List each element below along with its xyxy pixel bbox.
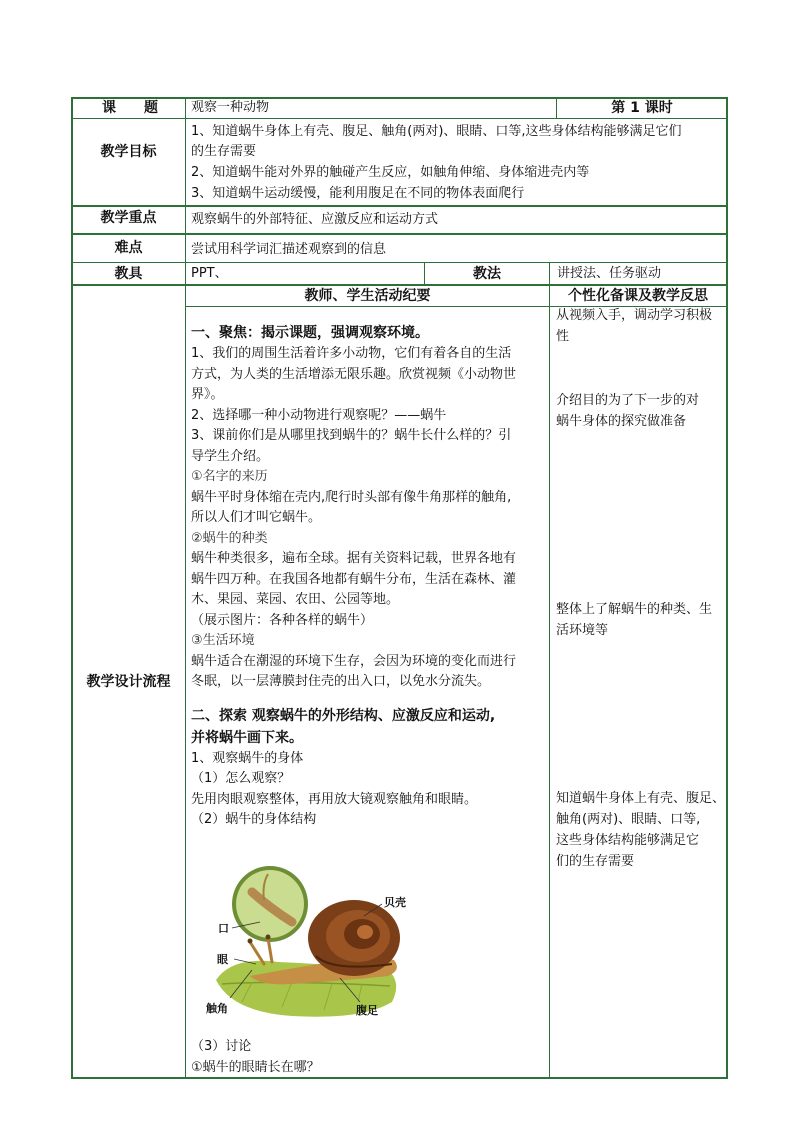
activity-line: 蜗牛适合在潮湿的环境下生存，会因为环境的变化而进行 bbox=[191, 653, 517, 669]
activity-line: 1、观察蜗牛的身体 bbox=[191, 750, 304, 766]
activity-line: ①名字的来历 bbox=[191, 469, 268, 484]
activity-line: （1）怎么观察？ bbox=[191, 771, 291, 786]
reflection-note-line: 从视频入手，调动学习积极 bbox=[556, 308, 713, 323]
snail-body-structure-figure bbox=[212, 852, 432, 1024]
method-value: 讲授法、任务驱动 bbox=[557, 266, 662, 281]
activity-line: 2、选择哪一种小动物进行观察呢？——蜗牛 bbox=[191, 407, 447, 423]
activity-line: 木、果园、菜园、农田、公园等地。 bbox=[191, 592, 400, 607]
label-tentacle: 触角 bbox=[206, 1002, 228, 1015]
reflection-column-header: 个性化备课及教学反思 bbox=[568, 288, 708, 304]
tools-value: PPT、 bbox=[191, 266, 228, 281]
reflection-note-line: 整体上了解蜗牛的种类、生 bbox=[556, 602, 713, 617]
reflection-note bbox=[556, 390, 699, 432]
activity-line bbox=[191, 310, 547, 322]
activity-line: 1、我们的周围生活着许多小动物，它们有着各自的生活 bbox=[191, 346, 512, 361]
course-title: 观察一种动物 bbox=[191, 100, 270, 115]
goal-line: 3、知道蜗牛运动缓慢，能利用腹足在不同的物体表面爬行 bbox=[191, 186, 525, 201]
activity-line bbox=[191, 693, 547, 705]
label-foot: 腹足 bbox=[356, 1004, 378, 1017]
reflection-note-line: 活环境等 bbox=[556, 623, 609, 638]
difficulty-value: 尝试用科学词汇描述观察到的信息 bbox=[191, 242, 387, 257]
section-heading: 并将蜗牛画下来。 bbox=[191, 729, 303, 746]
label-mouth: 口 bbox=[218, 922, 229, 935]
activity-line: 所以人们才叫它蜗牛。 bbox=[191, 510, 322, 525]
activity-line: ③生活环境 bbox=[191, 633, 255, 648]
reflection-note bbox=[556, 305, 712, 347]
process-label: 教学设计流程 bbox=[86, 674, 171, 690]
activity-line: 蜗牛四万种。在我国各地都有蜗牛分布，生活在森林、灌 bbox=[191, 571, 517, 587]
section-heading: 一、聚焦：揭示课题，强调观察环境。 bbox=[191, 325, 429, 341]
difficulty-label: 难点 bbox=[114, 240, 143, 256]
goals-label: 教学目标 bbox=[100, 144, 157, 160]
activity-line: （展示图片：各种各样的蜗牛） bbox=[191, 612, 374, 628]
reflection-note-line: 们的生存需要 bbox=[556, 854, 635, 869]
label-shell: 贝壳 bbox=[384, 896, 406, 909]
method-label: 教法 bbox=[473, 266, 501, 282]
activity-content-tail bbox=[191, 1037, 547, 1078]
activity-line: 导学生介绍。 bbox=[191, 448, 270, 464]
section-heading: 二、探索 观察蜗牛的外形结构、应激反应和运动, bbox=[191, 707, 496, 724]
focus-value: 观察蜗牛的外部特征、应激反应和运动方式 bbox=[191, 212, 439, 227]
focus-label: 教学重点 bbox=[100, 210, 157, 226]
activity-line: ②蜗牛的种类 bbox=[191, 530, 268, 546]
row-divider bbox=[71, 233, 727, 235]
goal-line: 2、知道蜗牛能对外界的触碰产生反应，如触角伸缩、身体缩进壳内等 bbox=[191, 165, 590, 180]
reflection-note-line: 蜗牛身体的探究做准备 bbox=[556, 414, 687, 429]
reflection-note-line: 性 bbox=[556, 329, 570, 344]
activity-content bbox=[191, 310, 547, 831]
activity-line: 界》。 bbox=[191, 387, 224, 402]
activity-line: （3）讨论 bbox=[191, 1039, 252, 1054]
reflection-note-line: 介绍目的为了下一步的对 bbox=[556, 393, 700, 408]
row-divider bbox=[71, 262, 727, 263]
activity-line: 冬眠，以一层薄膜封住壳的出入口，以免水分流失。 bbox=[191, 674, 491, 689]
reflection-note bbox=[556, 788, 725, 872]
course-label: 课 题 bbox=[102, 100, 158, 116]
column-divider bbox=[549, 262, 550, 1079]
activity-line: 蜗牛种类很多，遍布全球。据有关资料记载，世界各地有 bbox=[191, 551, 517, 566]
activity-line: 3、课前你们是从哪里找到蜗牛的？蜗牛长什么样的？引 bbox=[191, 428, 512, 443]
activity-line: 方式，为人类的生活增添无限乐趣。欣赏视频《小动物世 bbox=[191, 366, 517, 382]
tools-label: 教具 bbox=[114, 266, 143, 282]
activity-line: （2）蜗牛的身体结构 bbox=[191, 812, 317, 827]
table-border-right bbox=[726, 97, 728, 1079]
class-period: 第 1 课时 bbox=[611, 100, 673, 116]
label-eye: 眼 bbox=[217, 953, 228, 966]
activity-line: ①蜗牛的眼睛长在哪？ bbox=[191, 1059, 320, 1075]
row-divider bbox=[71, 118, 727, 119]
row-divider bbox=[71, 205, 727, 207]
activity-column-header: 教师、学生活动纪要 bbox=[304, 288, 431, 304]
activity-line: 先用肉眼观察整体，再用放大镜观察触角和眼睛。 bbox=[191, 791, 478, 807]
reflection-note bbox=[556, 599, 712, 641]
reflection-note-line: 触角(两对)、眼睛、口等, bbox=[556, 812, 701, 827]
activity-line: 蜗牛平时身体缩在壳内,爬行时头部有像牛角那样的触角, bbox=[191, 489, 512, 505]
reflection-note-line: 这些身体结构能够满足它 bbox=[556, 833, 700, 848]
reflection-note-line: 知道蜗牛身体上有壳、腹足、 bbox=[556, 791, 726, 806]
goal-line: 的生存需要 bbox=[191, 144, 257, 159]
goal-line: 1、知道蜗牛身体上有壳、腹足、触角(两对)、眼睛、口等,这些身体结构能够满足它们 bbox=[191, 124, 682, 139]
column-divider bbox=[185, 97, 186, 1079]
